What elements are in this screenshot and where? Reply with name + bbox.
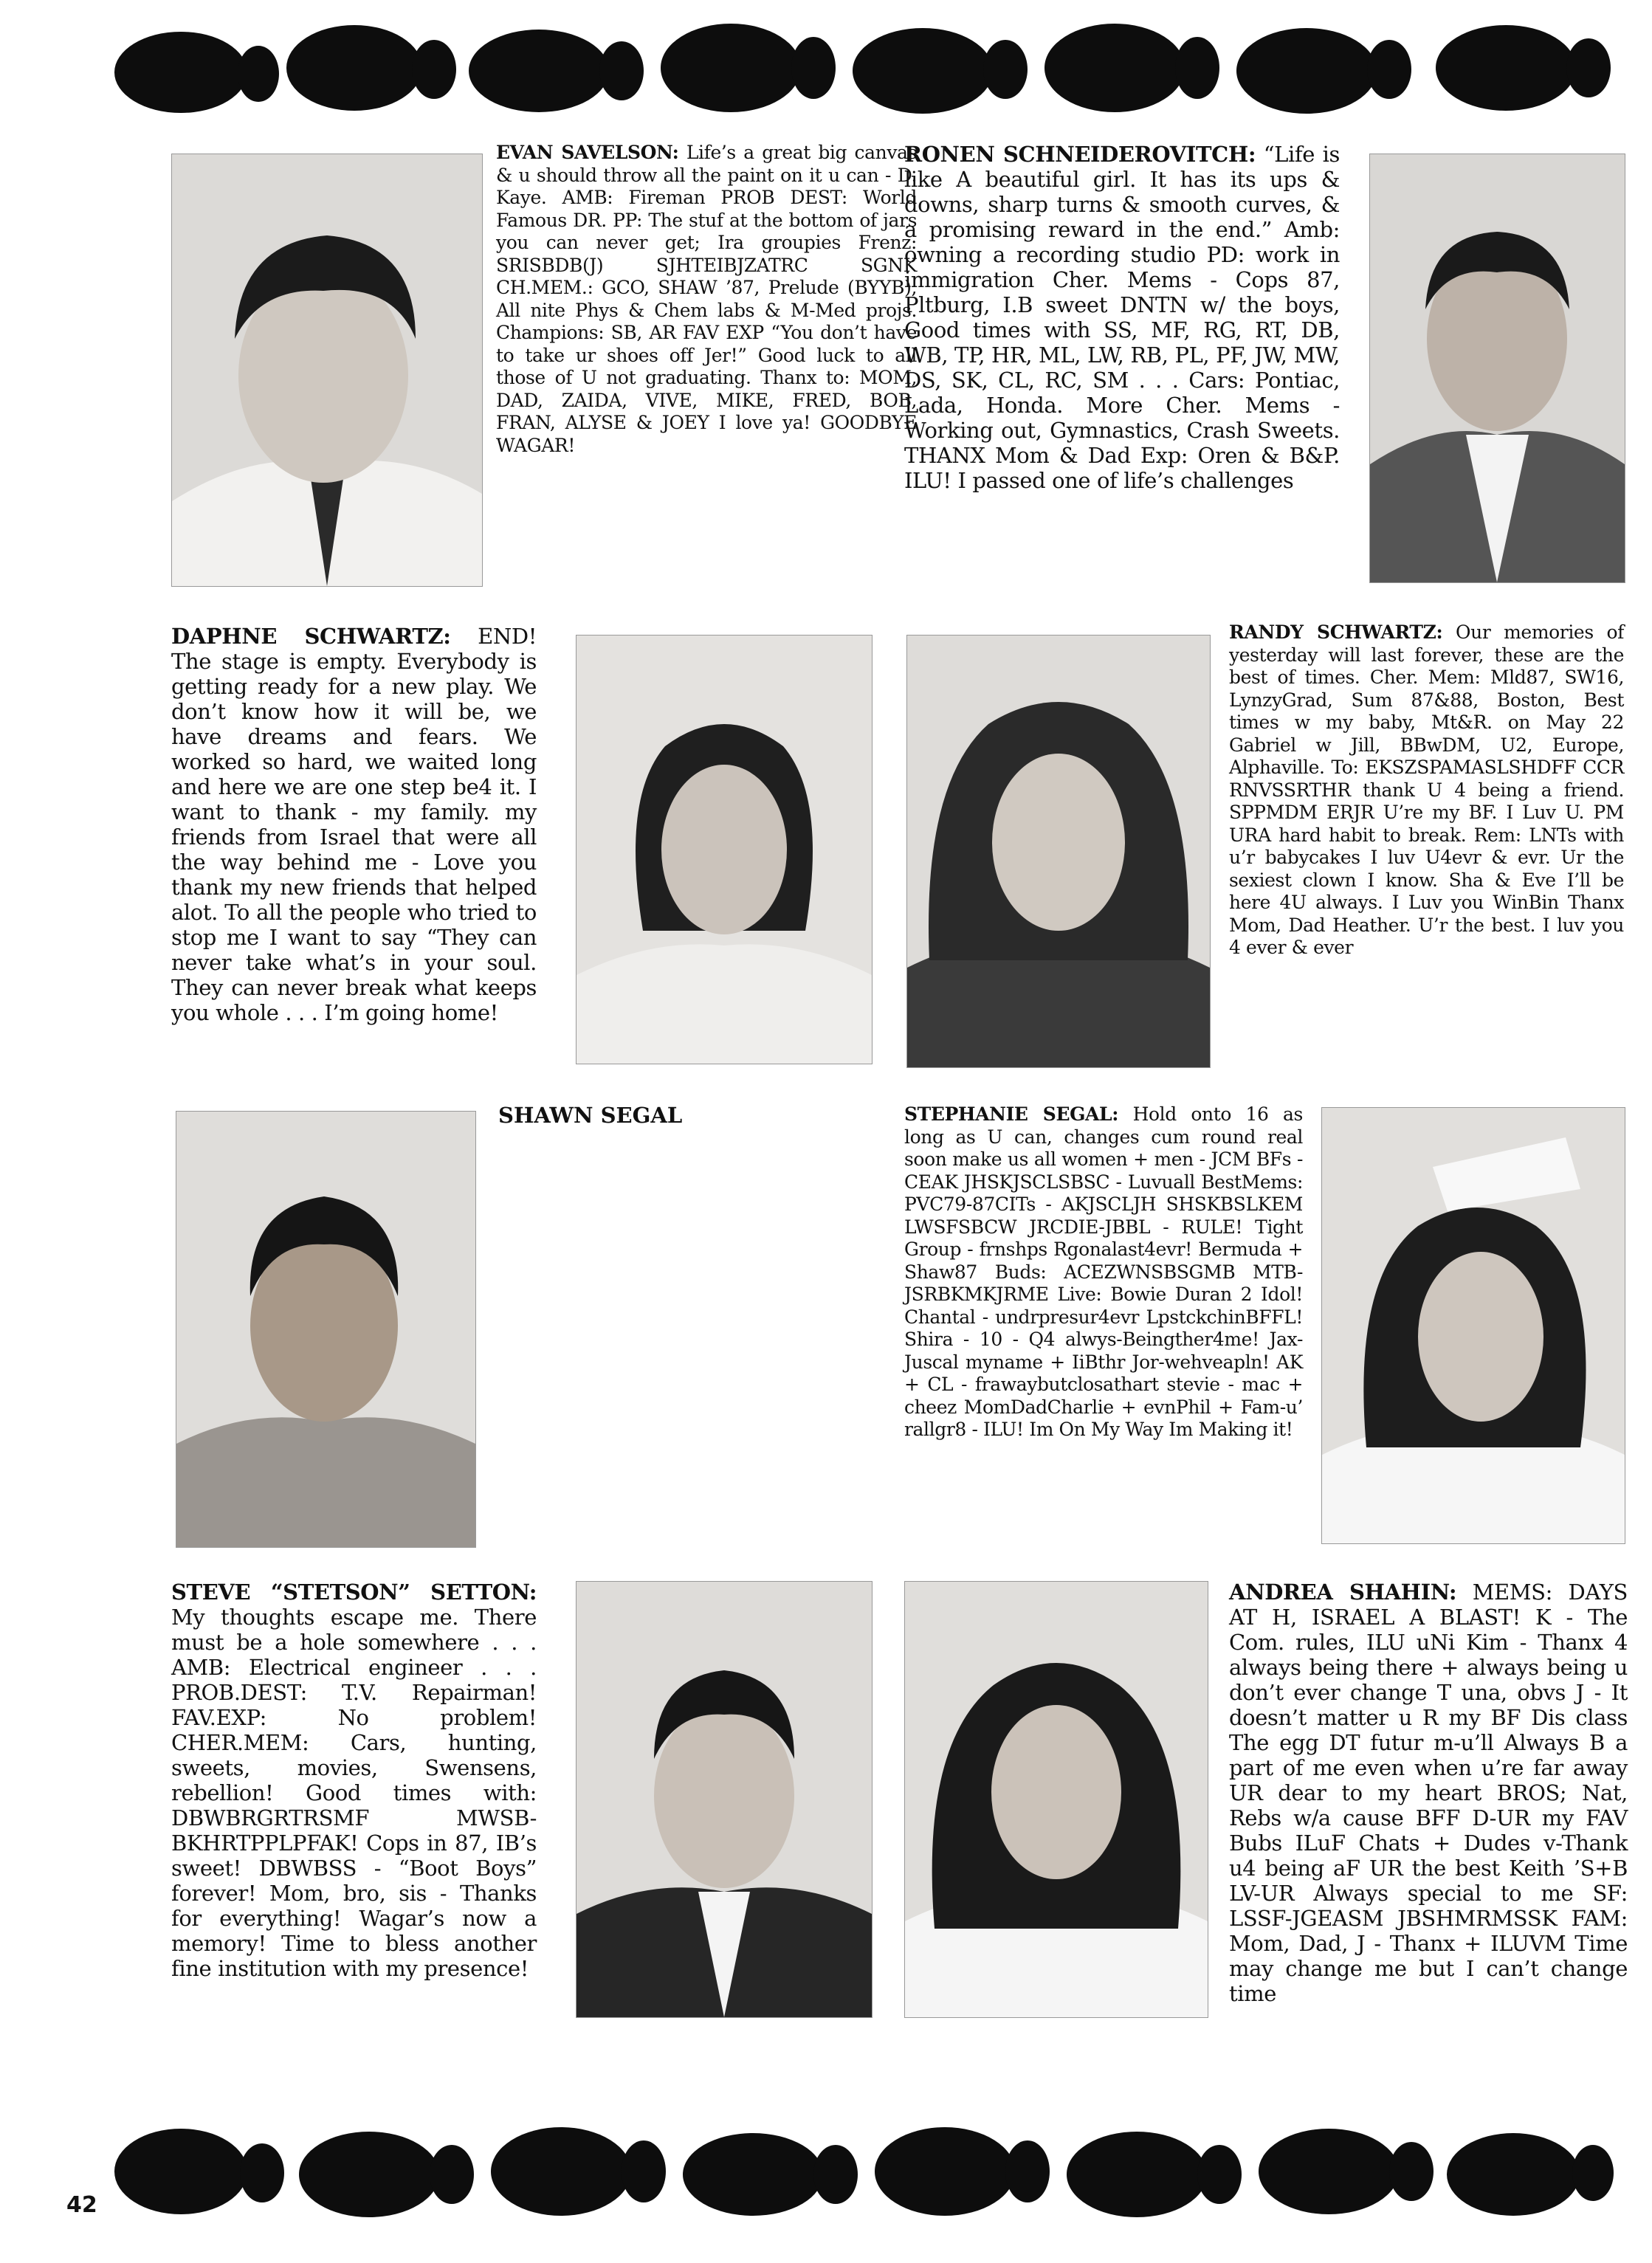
footprint-icon bbox=[1436, 25, 1611, 111]
student-text: My thoughts escape me. There must be a hole somewhere . . . AMB: Electrical engineer . . . PROB.DEST: T.V. Repairman! FAV.EXP: No problem! CHER.MEM: Cars, hunting, sweets, movies, Swensens, rebellion! Good times with: DBWBRGRTRSMF MWSB-BKHRTPPLPFAK! Cops in 87, IB’s sweet! DBWBSS - “Boot Boys” forever! Mom, bro, sis - Thanks for everything! Wagar’s now a memory! Time to bless another fine institution with my presence! bbox=[171, 1605, 537, 1981]
portrait-shawn-segal bbox=[176, 1111, 476, 1548]
footprint-icon bbox=[875, 2127, 1050, 2216]
portrait-evan-savelson bbox=[171, 154, 483, 587]
footprint-icon bbox=[114, 32, 279, 113]
footprint-icon bbox=[491, 2127, 666, 2216]
entry-ronen-schneiderovitch bbox=[904, 142, 1340, 493]
student-text: Our memories of yesterday will last forever, these are the best of times. Cher. Mem: Mld87, SW16, LynzyGrad, Sum 87&88, Boston, Best times w my baby, Mt&R. on May 22 Gabriel w Jill, BBwDM, U2, Europe, Alphaville. To: EKSZSPAMASLSHDFF CCR RNVSSRTHR thank U 4 being a friend. SPPMDM ERJR U’re my BF. I Luv U. PM URA hard habit to break. Rem: LNTs with u’r babycakes I luv U4evr & evr. Ur the sexiest clown I know. Sha & Eve I’ll be here 4U always. I Luv you WinBin Thanx Mom, Dad Heather. U’r the best. I luv you 4 ever & ever bbox=[1229, 621, 1624, 958]
footprint-icon bbox=[1447, 2133, 1614, 2216]
entry-randy-schwartz bbox=[1229, 621, 1624, 960]
student-name: ANDREA SHAHIN: bbox=[1229, 1580, 1457, 1605]
portrait-steve-setton bbox=[576, 1581, 873, 2018]
student-text: “Life is like A beautiful girl. It has its ups & downs, sharp turns & smooth curves, & a promising reward in the end.” Amb: owning a recording studio PD: work in immigration Cher. Mems - Cops 87, Pltburg, I.B sweet DNTN w/ the boys, Good times with SS, MF, RG, RT, DB, WB, TP, HR, ML, LW, RB, PL, PF, JW, MW, DS, SK, CL, RC, SM . . . Cars: Pontiac, Lada, Honda. More Cher. Mems - Working out, Gymnastics, Crash Sweets. THANX Mom & Dad Exp: Oren & B&P. ILU! I passed one of life’s challenges bbox=[904, 142, 1340, 493]
student-text: Hold onto 16 as long as U can, changes cum round real soon make us all women + men - JCM BFs - CEAK JHSKJSCLSBSC - Luvuall BestMems: PVC79-87CITs - AKJSCLJH SHSKBSLKEM LWSFSBCW JRCDIE-JBBL - RULE! Tight Group - frnshps Rgonalast4evr! Bermuda + Shaw87 Buds: ACEZWNSBSGMB MTB-JSRBKMKJRME Live: Bowie Duran 2 Idol! Chantal - undrpresur4evr LpstckchinBFFL! Shira - 10 - Q4 alwys-Beingther4me! Jax-Juscal myname + IiBthr Jor-wehveapln! AK + CL - frawaybutclosathart stevie - mac + cheez MomDadCharlie + evnPhil + Fam-u’ rallgr8 - ILU! Im On My Way Im Making it! bbox=[904, 1103, 1303, 1440]
entry-andrea-shahin bbox=[1229, 1580, 1628, 2006]
footprint-icon bbox=[661, 24, 836, 112]
portrait-stephanie-segal bbox=[1321, 1107, 1625, 1544]
portrait-andrea-shahin bbox=[904, 1581, 1208, 2018]
student-text: MEMS: DAYS AT H, ISRAEL A BLAST! K - The Com. rules, ILU uNi Kim - Thanx 4 always being there + always being u don’t ever change T una, obvs J - It doesn’t matter u R my BF Dis class The egg DT futur m-u’ll Always B a part of me even when u’re far away UR dear to my heart BROS; Nat, Rebs w/a cause BFF D-UR my FAV Bubs ILuF Chats + Dudes v-Thank u4 being aF UR the best Keith ’S+B LV-UR Always special to me SF: LSSF-JGEASM JBSHMRMSSK FAM: Mom, Dad, J - Thanx + ILUVM Time may change me but I can’t change time bbox=[1229, 1580, 1628, 2006]
footprint-icon bbox=[683, 2133, 858, 2216]
student-text: END! The stage is empty. Everybody is getting ready for a new play. We don’t know how it will be, we have dreams and fears. We worked so hard, we waited long and here we are one step be4 it. I want to thank - my family. my friends from Israel that were all the way behind me - Love you thank my new friends that helped alot. To all the people who tried to stop me I want to say “They can never take what’s in your soul. They can never break what keeps you whole . . . I’m going home! bbox=[171, 624, 537, 1025]
student-name: STEPHANIE SEGAL: bbox=[904, 1103, 1119, 1125]
footprint-border-bottom bbox=[111, 2126, 1631, 2222]
entry-daphne-schwartz bbox=[171, 624, 537, 1025]
footprint-icon bbox=[114, 2129, 284, 2214]
footprint-icon bbox=[1044, 24, 1219, 112]
student-name: DAPHNE SCHWARTZ: bbox=[171, 624, 451, 649]
footprint-icon bbox=[1259, 2129, 1434, 2214]
footprint-icon bbox=[1236, 28, 1411, 114]
portrait-randy-schwartz bbox=[906, 635, 1211, 1068]
student-name: RONEN SCHNEIDEROVITCH: bbox=[904, 142, 1256, 167]
footprint-icon bbox=[1067, 2132, 1242, 2217]
entry-steve-setton bbox=[171, 1580, 537, 1981]
portrait-ronen-schneiderovitch bbox=[1369, 154, 1625, 583]
student-name: STEVE “STETSON” SETTON: bbox=[171, 1580, 537, 1605]
footprint-border-top bbox=[111, 22, 1631, 118]
student-name: EVAN SAVELSON: bbox=[496, 142, 679, 163]
footprint-icon bbox=[469, 30, 644, 112]
footprint-icon bbox=[853, 28, 1028, 114]
student-text: Life’s a great big canvas & u should throw all the paint on it u can - D. Kaye. AMB: Fireman PROB DEST: World Famous DR. PP: The stuf at the bottom of jars you can never get; Ira groupies Frenz: SRISBDB(J) SJHTEIBJZATRC SGNK CH.MEM.: GCO, SHAW ’87, Prelude (BYYB), All nite Phys & Chem labs & M-Med projs. Champions: SB, AR FAV EXP “You don’t have to take ur shoes off Jer!” Good luck to all those of U not graduating. Thanx to: MOM, DAD, ZAIDA, VIVE, MIKE, FRED, BOB, FRAN, ALYSE & JOEY I love ya! GOODBYE WAGAR! bbox=[496, 142, 917, 456]
page-number: 42 bbox=[66, 2192, 97, 2218]
footprint-icon bbox=[286, 25, 456, 111]
entry-stephanie-segal bbox=[904, 1103, 1303, 1442]
entry-evan-savelson bbox=[496, 142, 917, 457]
footprint-icon bbox=[299, 2132, 474, 2217]
entry-shawn-segal: SHAWN SEGAL bbox=[498, 1103, 683, 1128]
portrait-daphne-schwartz bbox=[576, 635, 873, 1064]
student-name: RANDY SCHWARTZ: bbox=[1229, 621, 1443, 643]
